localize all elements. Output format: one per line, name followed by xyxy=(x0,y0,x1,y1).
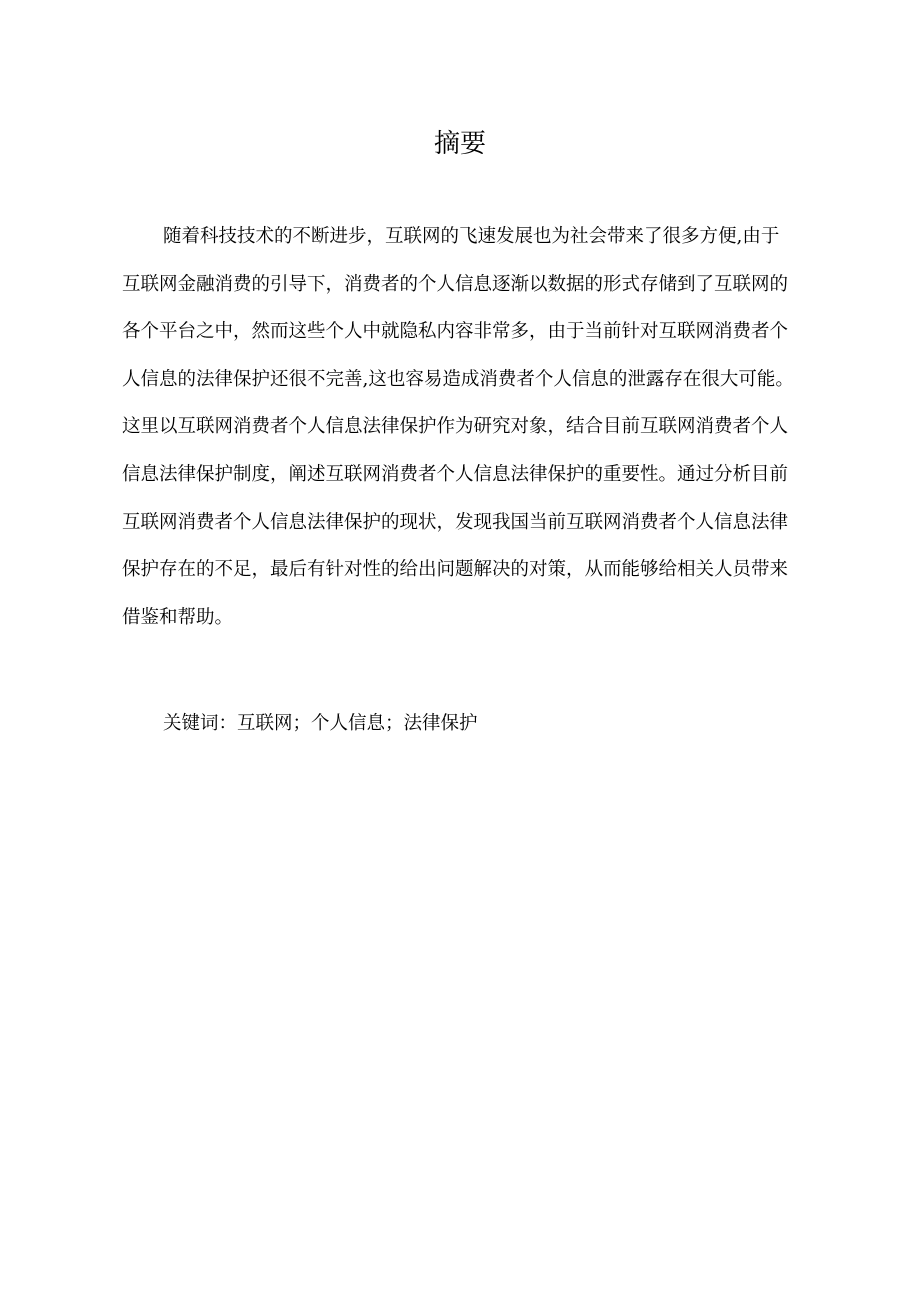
abstract-line: 互联网金融消费的引导下，消费者的个人信息逐渐以数据的形式存储到了互联网的 xyxy=(122,273,789,295)
abstract-line: 互联网消费者个人信息法律保护的现状，发现我国当前互联网消费者个人信息法律 xyxy=(122,511,789,533)
keywords-line xyxy=(163,702,478,746)
abstract-line: 随着科技技术的不断进步，互联网的飞速发展也为社会带来了很多方便,由于 xyxy=(163,226,780,247)
abstract-line: 借鉴和帮助。 xyxy=(122,606,234,628)
abstract-paragraph xyxy=(122,213,848,641)
keywords-label: 关键词： xyxy=(163,713,238,734)
abstract-line: 这里以互联网消费者个人信息法律保护作为研究对象，结合目前互联网消费者个人 xyxy=(122,416,789,438)
page-title: 摘要 xyxy=(433,129,486,159)
abstract-line: 保护存在的不足，最后有针对性的给出问题解决的对策，从而能够给相关人员带来 xyxy=(122,559,789,581)
abstract-line: 各个平台之中，然而这些个人中就隐私内容非常多，由于当前针对互联网消费者个 xyxy=(122,321,789,343)
keywords-value: 互联网；个人信息；法律保护 xyxy=(237,713,478,734)
abstract-line: 人信息的法律保护还很不完善,这也容易造成消费者个人信息的泄露存在很大可能。 xyxy=(122,368,794,390)
abstract-line: 信息法律保护制度，阐述互联网消费者个人信息法律保护的重要性。通过分析目前 xyxy=(122,463,789,485)
